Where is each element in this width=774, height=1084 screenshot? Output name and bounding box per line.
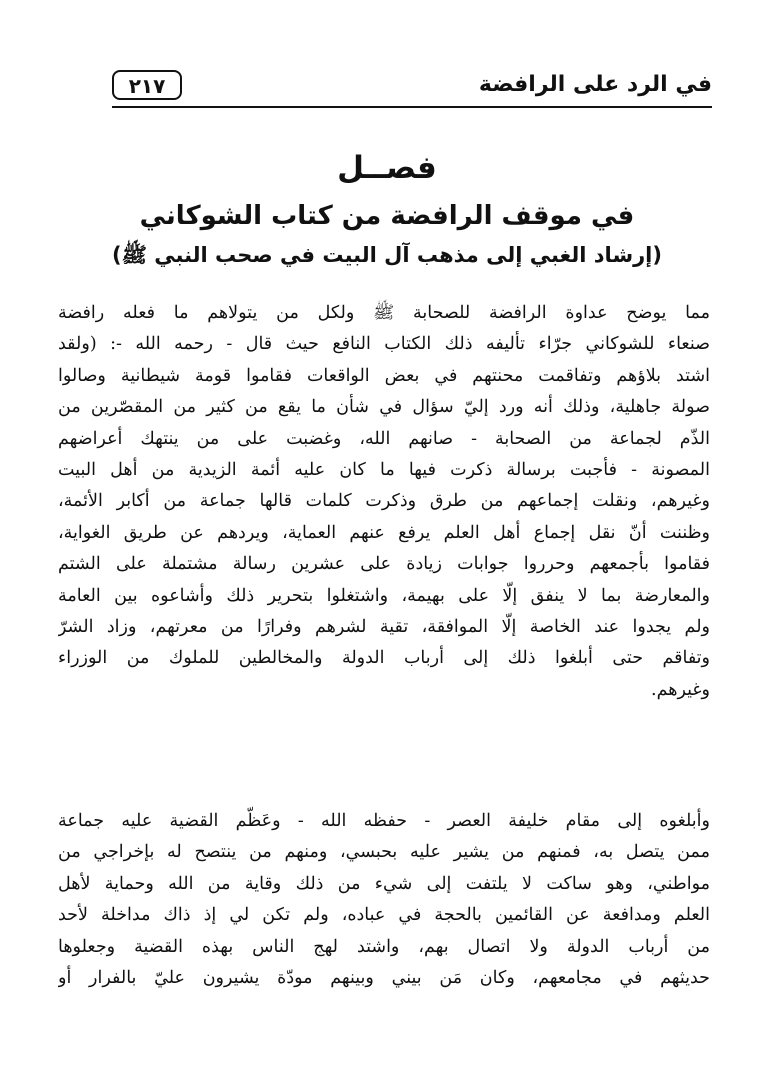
paragraph-2 <box>58 806 710 994</box>
text-line: مواطني، وهو ساكت لا يلتفت إلى شيء من ذلك وقاية من الله وحماية لأهل <box>58 873 710 894</box>
chapter-title: في موقف الرافضة من كتاب الشوكاني <box>139 201 635 231</box>
text-line: والمعارضة بما لا ينفق إلّا على بهيمة، واشتغلوا بتحرير ذلك وأشاعوه بين العامة <box>58 585 710 606</box>
chapter-subtitle: (إرشاد الغبي إلى مذهب آل البيت في صحب النبي ﷺ) <box>112 243 662 267</box>
section-heading: فصــل <box>337 150 437 186</box>
text-line: ولم يجدوا عند الخاصة إلّا الموافقة، تقية لشرهم وفرارًا من معرتهم، وزاد الشرّ <box>58 616 710 637</box>
text-line: اشتد بلاؤهم وتفاقمت محنتهم في بعض الواقعات فقاموا قومة شيطانية وصالوا <box>58 365 710 386</box>
text-line: صنعاء للشوكاني جرّاء تأليفه ذلك الكتاب النافع حيث قال - رحمه الله -: (ولقد <box>58 334 710 355</box>
running-title: في الرد على الرافضة <box>478 72 712 97</box>
text-line: الذّم لجماعة من الصحابة - صانهم الله، وغضبت على من ينتهك أعراضهم <box>58 428 710 449</box>
text-line: وغيرهم، ونقلت إجماعهم من طرق وذكرت كلمات قالها جماعة من أكابر الأئمة، <box>58 491 710 512</box>
page-number: ٢١٧ <box>112 70 182 100</box>
text-line: مما يوضح عداوة الرافضة للصحابة ﷺ ولكل من يتولاهم ما فعله رافضة <box>58 303 710 323</box>
text-line: العلم ومدافعة عن القائمين بالحجة في عباده، ولم تكن لي إذ ذاك مداخلة لأحد <box>58 905 710 926</box>
text-line: حديثهم في مجامعهم، وكان مَن بيني وبينهم مودّة يشيرون عليّ بالفرار أو <box>58 967 710 988</box>
text-line: صولة جاهلية، وذلك أنه ورد إليّ سؤال في شأن ما يقع من كثير من المقصّرين من <box>58 397 710 418</box>
text-line: وظننت أنّ نقل إجماع أهل العلم يرفع عنهم العماية، ويردهم عن طريق الغواية، <box>58 522 710 543</box>
text-line: وغيرهم. <box>651 679 710 700</box>
text-line: وتفاقم حتى أبلغوا ذلك إلى أرباب الدولة والمخالطين للملوك من الوزراء <box>58 648 710 669</box>
text-line: فقاموا بأجمعهم وحرروا جوابات زيادة على عشرين رسالة مشتملة على الشتم <box>58 554 710 575</box>
text-line: من أرباب الدولة ولا اتصال بهم، واشتد لهج الناس بهذه القضية وجعلوها <box>58 936 710 957</box>
paragraph-1 <box>58 298 710 706</box>
text-line: المصونة - فأجبت برسالة ذكرت فيها ما كان عليه أئمة الزيدية من أهل البيت <box>58 459 710 480</box>
text-line: ممن يتصل به، فمنهم من يشير عليه بحبسي، ومنهم من ينتصح له بإخراجي من <box>58 842 710 863</box>
text-line: وأبلغوه إلى مقام خليفة العصر - حفظه الله - وعَظّم القضية عليه جماعة <box>58 811 710 831</box>
header-rule <box>112 106 712 108</box>
